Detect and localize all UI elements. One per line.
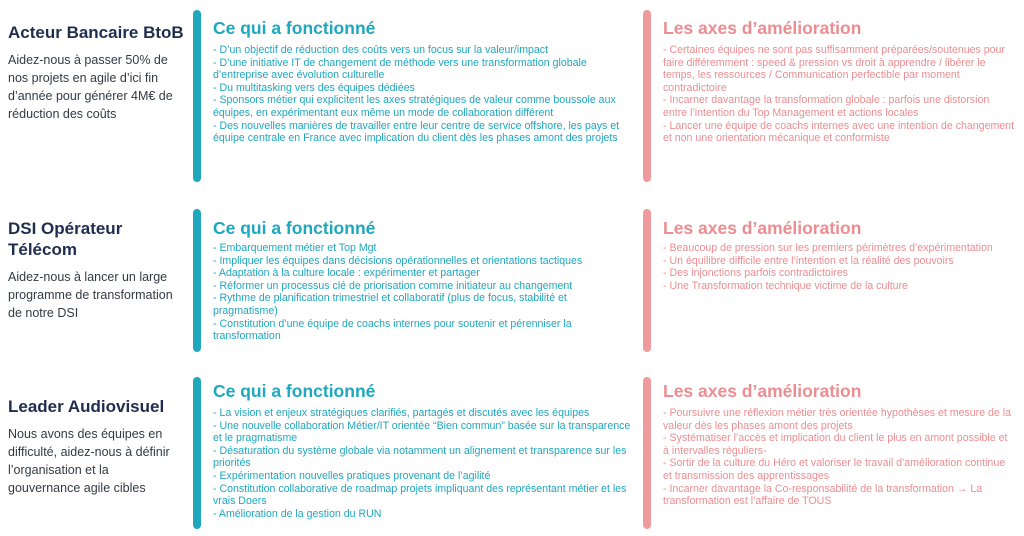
list-item: - Des nouvelles manières de travailler entre leur centre de service offshore, les pays et équipe centrale en France avec implication du client dès les phases amont des projets (213, 119, 620, 145)
list-item: - Constitution collaborative de roadmap projets impliquant des représentant métier et les vrais Doers (213, 482, 627, 508)
list-item: - Rythme de planification trimestriel et collaboratif (plus de focus, stabilité et pragmatisme) (213, 292, 567, 317)
list-item: - Certaines équipes ne sont pas suffisamment préparées/soutenues pour faire différemment : speed & pression vs droit à apprendre / libérer le temps, les ressources / Communication perfectible par moment contradictoire (663, 44, 1005, 94)
list-item: - Désaturation du système globale via notamment un alignement et transparence sur les priorités (213, 444, 627, 470)
client-description: Aidez-nous à lancer un large programme de transformation de notre DSI (8, 270, 173, 320)
worked-accent-bar (193, 10, 201, 182)
list-item: - Sortir de la culture du Héro et valoriser le travail d’amélioration continue et transmission des apprentissages (663, 457, 1006, 482)
list-item: - Adaptation à la culture locale : expérimenter et partager (213, 267, 480, 280)
list-item: - Réformer un processus clé de priorisation comme initiateur au changement (213, 279, 573, 292)
list-item: - Lancer une équipe de coachs internes avec une intention de changement et non une orientation mécanique et conformiste (663, 119, 1015, 145)
list-item: - Des injonctions parfois contradictoires (663, 267, 848, 280)
improve-list (663, 44, 1015, 145)
client-description: Nous avons des équipes en difficulté, aidez-nous à définir l’organisation et la gouvernance agile cibles (8, 427, 170, 495)
worked-list (213, 44, 623, 145)
list-item: - Amélioration de la gestion du RUN (213, 507, 382, 520)
list-item: - Un équilibre difficile entre l’intention et la réalité des pouvoirs (663, 254, 954, 267)
list-item: - Impliquer les équipes dans décisions opérationnelles et orientations tactiques (213, 254, 583, 267)
list-item: - La vision et enjeux stratégiques clarifiés, partagés et discutés avec les équipes (213, 407, 590, 419)
client-block (8, 22, 186, 123)
list-item: - Embarquement métier et Top Mgt (213, 242, 377, 254)
list-item: - Sponsors métier qui explicitent les axes stratégiques de valeur comme boussole aux équipes, en expérimentant eux même un mode de collaboration différent (213, 94, 616, 119)
improve-list (663, 407, 1015, 508)
worked-title: Ce qui a fonctionné (213, 381, 376, 401)
improve-accent-bar (643, 209, 651, 352)
list-item: - Du multitasking vers des équipes dédiées (213, 81, 415, 94)
improve-title: Les axes d’amélioration (663, 218, 862, 238)
list-item: - Une nouvelle collaboration Métier/IT orientée “Bien commun” basée sur la transparence et le pragmatisme (213, 419, 631, 445)
list-item: - D’un objectif de réduction des coûts vers un focus sur la valeur/impact (213, 44, 549, 56)
list-item: - Beaucoup de pression sur les premiers périmètres d’expérimentation (663, 242, 993, 254)
list-item: - Une Transformation technique victime de la culture (663, 279, 908, 292)
improve-title: Les axes d’amélioration (663, 18, 862, 38)
improve-accent-bar (643, 10, 651, 182)
list-item: - Constitution d’une équipe de coachs internes pour soutenir et pérenniser la transformation (213, 317, 572, 343)
list-item: - Incarner davantage la transformation globale : parfois une distorsion entre l’intention du Top Management et actions locales (663, 94, 990, 119)
worked-title: Ce qui a fonctionné (213, 18, 376, 38)
client-block (8, 396, 186, 497)
worked-title: Ce qui a fonctionné (213, 218, 376, 238)
worked-list (213, 242, 623, 343)
worked-accent-bar (193, 377, 201, 529)
worked-list (213, 407, 631, 520)
improve-list (663, 242, 993, 292)
client-title: DSI Opérateur Télécom (8, 219, 123, 259)
client-description: Aidez-nous à passer 50% de nos projets en agile d’ici fin d’année pour générer 4M€ de réduction des coûts (8, 53, 173, 121)
client-block (8, 218, 186, 322)
list-item: - Systématiser l’accès et implication du client le plus en amont possible et à intervalles réguliers- (663, 432, 1008, 457)
list-item: - D’une initiative IT de changement de méthode vers une transformation globale d’entreprise avec évolution culturelle (213, 56, 587, 82)
client-title: Acteur Bancaire BtoB (8, 23, 184, 42)
worked-accent-bar (193, 209, 201, 352)
improve-title: Les axes d’amélioration (663, 381, 862, 401)
list-item: - Expérimentation nouvelles pratiques provenant de l’agilité (213, 469, 491, 482)
improve-accent-bar (643, 377, 651, 529)
list-item: - Poursuivre une réflexion métier très orientée hypothèses et mesure de la valeur dès les phases amont des projets (663, 407, 1012, 432)
client-title: Leader Audiovisuel (8, 397, 165, 416)
list-item: - Incarner davantage la Co-responsabilité de la transformation → La transformation est l’affaire de TOUS (663, 482, 983, 508)
